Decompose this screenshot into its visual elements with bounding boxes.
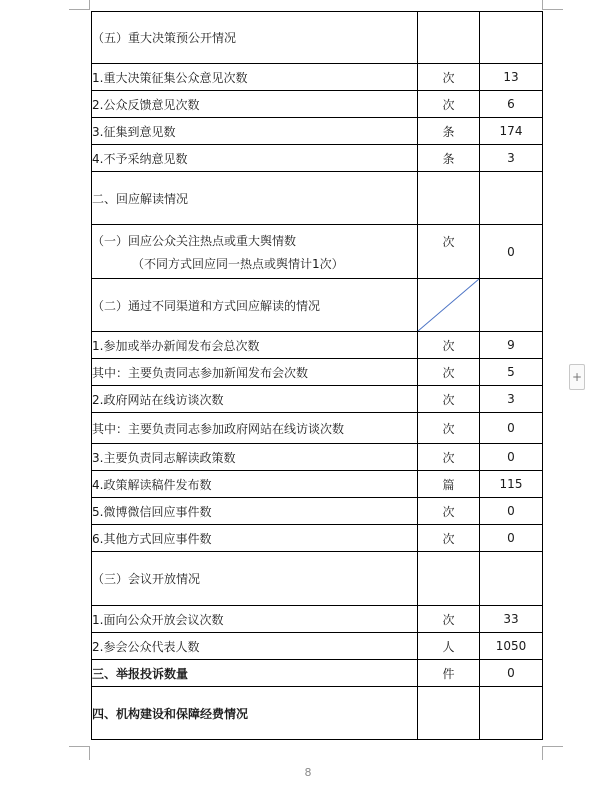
row-label: 1.面向公众开放会议次数	[92, 606, 418, 633]
table-row	[92, 172, 543, 225]
row-unit: 次	[418, 525, 480, 552]
table-row	[92, 279, 543, 332]
row-value: 3	[480, 145, 543, 172]
row-label: 2.公众反馈意见次数	[92, 91, 418, 118]
table-row	[92, 606, 543, 633]
diagonal-line	[418, 279, 479, 331]
row-label: 三、举报投诉数量	[92, 660, 418, 687]
row-label: 4.政策解读稿件发布数	[92, 471, 418, 498]
table-row	[92, 225, 543, 279]
row-unit: 次	[418, 386, 480, 413]
table-row	[92, 332, 543, 359]
row-label: 5.微博微信回应事件数	[92, 498, 418, 525]
row-unit: 件	[418, 660, 480, 687]
row-label: 2.政府网站在线访谈次数	[92, 386, 418, 413]
row-unit: 条	[418, 145, 480, 172]
row-value: 13	[480, 64, 543, 91]
row-label: （二）通过不同渠道和方式回应解读的情况	[92, 279, 418, 332]
row-label: 6.其他方式回应事件数	[92, 525, 418, 552]
row-value	[480, 172, 543, 225]
table-row	[92, 12, 543, 64]
row-label: 1.重大决策征集公众意见次数	[92, 64, 418, 91]
row-unit	[418, 12, 480, 64]
table-row	[92, 687, 543, 740]
row-value: 6	[480, 91, 543, 118]
row-value: 1050	[480, 633, 543, 660]
row-unit: 篇	[418, 471, 480, 498]
crop-mark	[542, 0, 543, 10]
table-row	[92, 633, 543, 660]
table-row	[92, 498, 543, 525]
table-row	[92, 413, 543, 444]
row-value: 3	[480, 386, 543, 413]
table-row	[92, 552, 543, 606]
row-value: 0	[480, 225, 543, 279]
row-unit: 条	[418, 118, 480, 145]
crop-mark	[542, 9, 563, 10]
row-label: 2.参会公众代表人数	[92, 633, 418, 660]
row-label: 4.不予采纳意见数	[92, 145, 418, 172]
row-value: 5	[480, 359, 543, 386]
row-value	[480, 12, 543, 64]
row-value: 0	[480, 660, 543, 687]
row-label: 3.征集到意见数	[92, 118, 418, 145]
row-label: 3.主要负责同志解读政策数	[92, 444, 418, 471]
page-number: 8	[304, 766, 312, 779]
row-label: 四、机构建设和保障经费情况	[92, 687, 418, 740]
crop-mark	[69, 746, 90, 747]
add-button[interactable]: +	[569, 364, 585, 390]
row-unit: 次	[418, 332, 480, 359]
row-value: 0	[480, 525, 543, 552]
row-unit: 次	[418, 91, 480, 118]
table-row	[92, 359, 543, 386]
row-unit: 次	[418, 606, 480, 633]
row-unit: 次	[418, 225, 480, 279]
row-unit: 次	[418, 413, 480, 444]
row-label	[92, 225, 418, 279]
row-unit	[418, 552, 480, 606]
row-unit: 次	[418, 444, 480, 471]
table-row	[92, 444, 543, 471]
row-label: 1.参加或举办新闻发布会总次数	[92, 332, 418, 359]
table-row	[92, 386, 543, 413]
row-unit: 次	[418, 64, 480, 91]
row-label: 其中：主要负责同志参加新闻发布会次数	[92, 359, 418, 386]
row-value	[480, 279, 543, 332]
row-value: 0	[480, 498, 543, 525]
row-label: （五）重大决策预公开情况	[92, 12, 418, 64]
row-value: 115	[480, 471, 543, 498]
table-row	[92, 525, 543, 552]
table-row	[92, 118, 543, 145]
crop-mark	[89, 746, 90, 760]
table-row	[92, 471, 543, 498]
diagonal-cell	[418, 279, 480, 332]
row-value: 174	[480, 118, 543, 145]
row-label: （三）会议开放情况	[92, 552, 418, 606]
statistics-table	[91, 11, 543, 740]
row-value: 0	[480, 413, 543, 444]
table-row	[92, 660, 543, 687]
crop-mark	[69, 9, 90, 10]
row-value: 0	[480, 444, 543, 471]
row-unit	[418, 687, 480, 740]
row-value	[480, 687, 543, 740]
table-row	[92, 64, 543, 91]
row-label-note: （不同方式回应同一热点或舆情计1次）	[132, 256, 344, 271]
table-row	[92, 145, 543, 172]
row-label-main: （一）回应公众关注热点或重大舆情数	[92, 233, 297, 248]
row-unit: 人	[418, 633, 480, 660]
row-unit: 次	[418, 359, 480, 386]
row-value: 33	[480, 606, 543, 633]
crop-mark	[89, 0, 90, 10]
table-row	[92, 91, 543, 118]
row-label: 其中：主要负责同志参加政府网站在线访谈次数	[92, 413, 418, 444]
row-label: 二、回应解读情况	[92, 172, 418, 225]
crop-mark	[542, 746, 543, 760]
row-unit: 次	[418, 498, 480, 525]
row-value: 9	[480, 332, 543, 359]
crop-mark	[542, 746, 563, 747]
row-unit	[418, 172, 480, 225]
row-value	[480, 552, 543, 606]
